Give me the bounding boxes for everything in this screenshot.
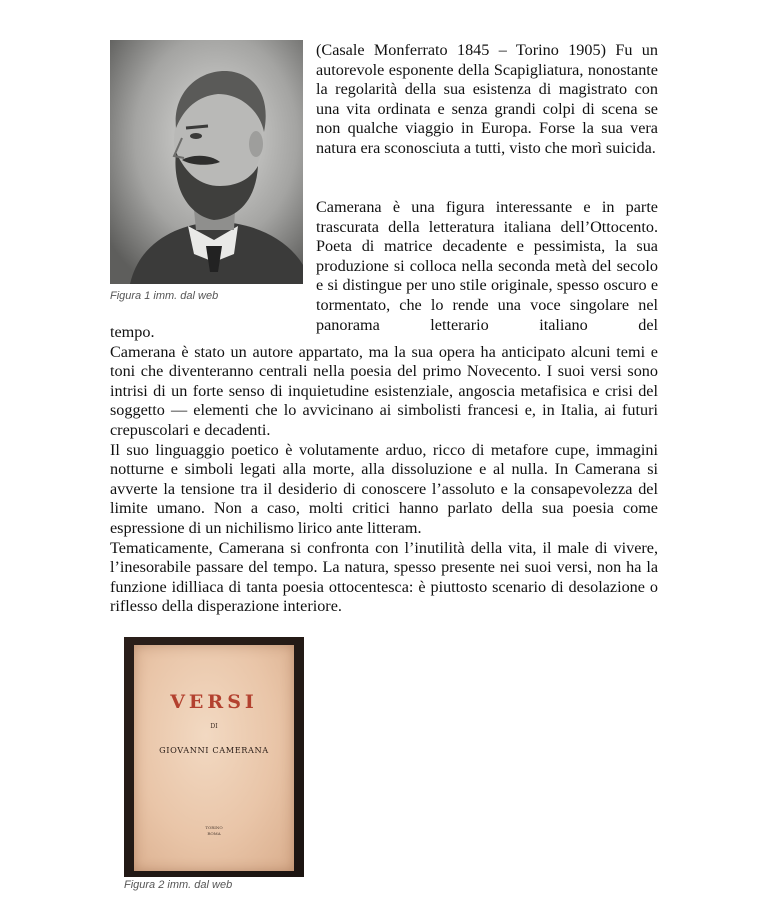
cover-imprint [134,825,294,837]
figure-side-paragraph: Camerana è una figura interessante e in parte trascurata della letteratura italiana dell’Ottocento. Poeta di matrice decadente e pessimista, la sua produzione si colloca nella seconda metà del secolo e si distingue per uno stile originale, spesso oscuro e tormentato, che lo rende una voce singolare nel panorama letterario italiano del [316,198,658,334]
paragraph-2: Il suo linguaggio poetico è volutamente arduo, ricco di metafore cupe, immagini notturne e simboli legati alla morte, alla dissoluzione e al nulla. In Camerana si avverte la tensione tra il desiderio di conoscere l’assoluto e la consapevolezza del limite umano. Non a caso, molti critici hanno parlato della sua poesia come espressione di un nichilismo lirico ante litteram. [110,440,658,537]
figure-side-paragraph-end: tempo. [110,323,155,341]
cover-imprint-line-1: TORINO [205,825,223,830]
cover-title: VERSI [170,691,258,713]
portrait-illustration [110,40,303,284]
book-cover-photo [124,637,304,877]
figure-1-caption: Figura 1 imm. dal web [110,290,219,302]
intro-paragraph: (Casale Monferrato 1845 – Torino 1905) Fu un autorevole esponente della Scapigliatura, nonostante la regolarità della sua esistenza di magistrato con una vita ordinata e senza grandi colpi di scena se non qualche viaggio in Europa. Forse la sua vera natura era sconosciuta a tutti, visto che morì suicida. [316,41,658,157]
cover-imprint-line-2: ROMA [207,831,221,836]
cover-author: GIOVANNI CAMERANA [159,745,269,755]
figure-2-caption: Figura 2 imm. dal web [124,879,233,891]
book-cover [134,645,294,871]
portrait-photo [110,40,303,284]
paragraph-1: Camerana è stato un autore appartato, ma la sua opera ha anticipato alcuni temi e toni che diventeranno centrali nella poesia del primo Novecento. I suoi versi sono intrisi di un forte senso di inquietudine esistenziale, angoscia metafisica e crisi del soggetto — elementi che lo avvicinano ai simbolisti francesi e, in Italia, ai futuri crepuscolari e decadenti. [110,342,658,439]
paragraph-3: Tematicamente, Camerana si confronta con l’inutilità della vita, il male di vivere, l’inesorabile passare del tempo. La natura, spesso presente nei suoi versi, non ha la funzione idilliaca di tanta poesia ottocentesca: è piuttosto scenario di desolazione o riflesso della disperazione interiore. [110,538,658,616]
cover-di: DI [210,723,218,730]
body-text [110,323,658,617]
